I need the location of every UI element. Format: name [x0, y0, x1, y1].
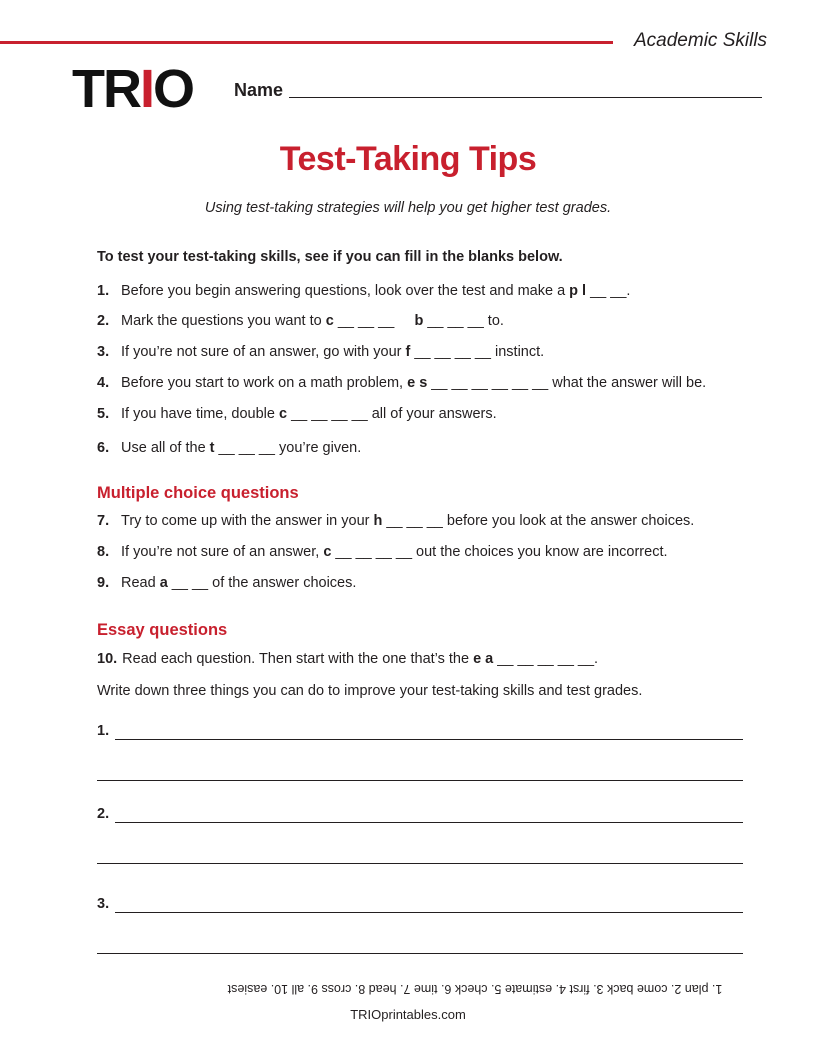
section-heading-multiple-choice: Multiple choice questions [97, 484, 299, 502]
trio-logo: TRIO [72, 59, 194, 119]
answer-line-1b[interactable] [97, 780, 743, 781]
question-9: 9. Read a __ __ of the answer choices. [97, 575, 357, 591]
footer-site: TRIOprintables.com [350, 1007, 466, 1022]
answer-line-2a[interactable] [115, 822, 743, 823]
name-label: Name [234, 80, 284, 100]
name-field[interactable] [289, 97, 762, 98]
question-1: 1. Before you begin answering questions, look over the test and make a p l __ __. [97, 283, 631, 299]
section-heading-essay: Essay questions [97, 621, 228, 639]
answer-line-2b[interactable] [97, 863, 743, 864]
page-title: Test-Taking Tips [279, 140, 537, 178]
question-10: 10. Read each question. Then start with the one that’s the e a __ __ __ __ __. [97, 651, 599, 667]
instructions: To test your test-taking skills, see if you can fill in the blanks below. [97, 249, 563, 265]
answer-line-3a[interactable] [115, 912, 743, 913]
writing-prompt: Write down three things you can do to improve your test-taking skills and test grades. [97, 683, 643, 699]
header-rule [0, 41, 613, 44]
question-3: 3. If you’re not sure of an answer, go with your f __ __ __ __ instinct. [97, 344, 545, 360]
answer-line-3b[interactable] [97, 953, 743, 954]
answer-line-number-1: 1. [97, 723, 110, 739]
question-4: 4. Before you start to work on a math problem, e s __ __ __ __ __ __ what the answer will be. [97, 375, 707, 391]
page-subtitle: Using test-taking strategies will help you get higher test grades. [204, 200, 612, 216]
question-5: 5. If you have time, double c __ __ __ __ all of your answers. [97, 406, 497, 422]
question-6: 6. Use all of the t __ __ __ you’re given. [97, 440, 362, 456]
answer-line-number-2: 2. [97, 806, 110, 822]
question-7: 7. Try to come up with the answer in your h __ __ __ before you look at the answer choices. [97, 513, 695, 529]
answer-line-1a[interactable] [115, 739, 743, 740]
category-label: Academic Skills [634, 30, 768, 51]
answer-line-number-3: 3. [97, 896, 110, 912]
question-8: 8. If you’re not sure of an answer, c __ __ __ __ out the choices you know are incorrect. [97, 544, 668, 560]
question-2: 2. Mark the questions you want to c __ __ __ b __ __ __ to. [97, 313, 504, 329]
answer-key-upside-down: 1. plan 2. come back 3. first 4. estimate 5. check 6. time 7. head 8. cross 9. all 10. easiest [227, 982, 723, 996]
